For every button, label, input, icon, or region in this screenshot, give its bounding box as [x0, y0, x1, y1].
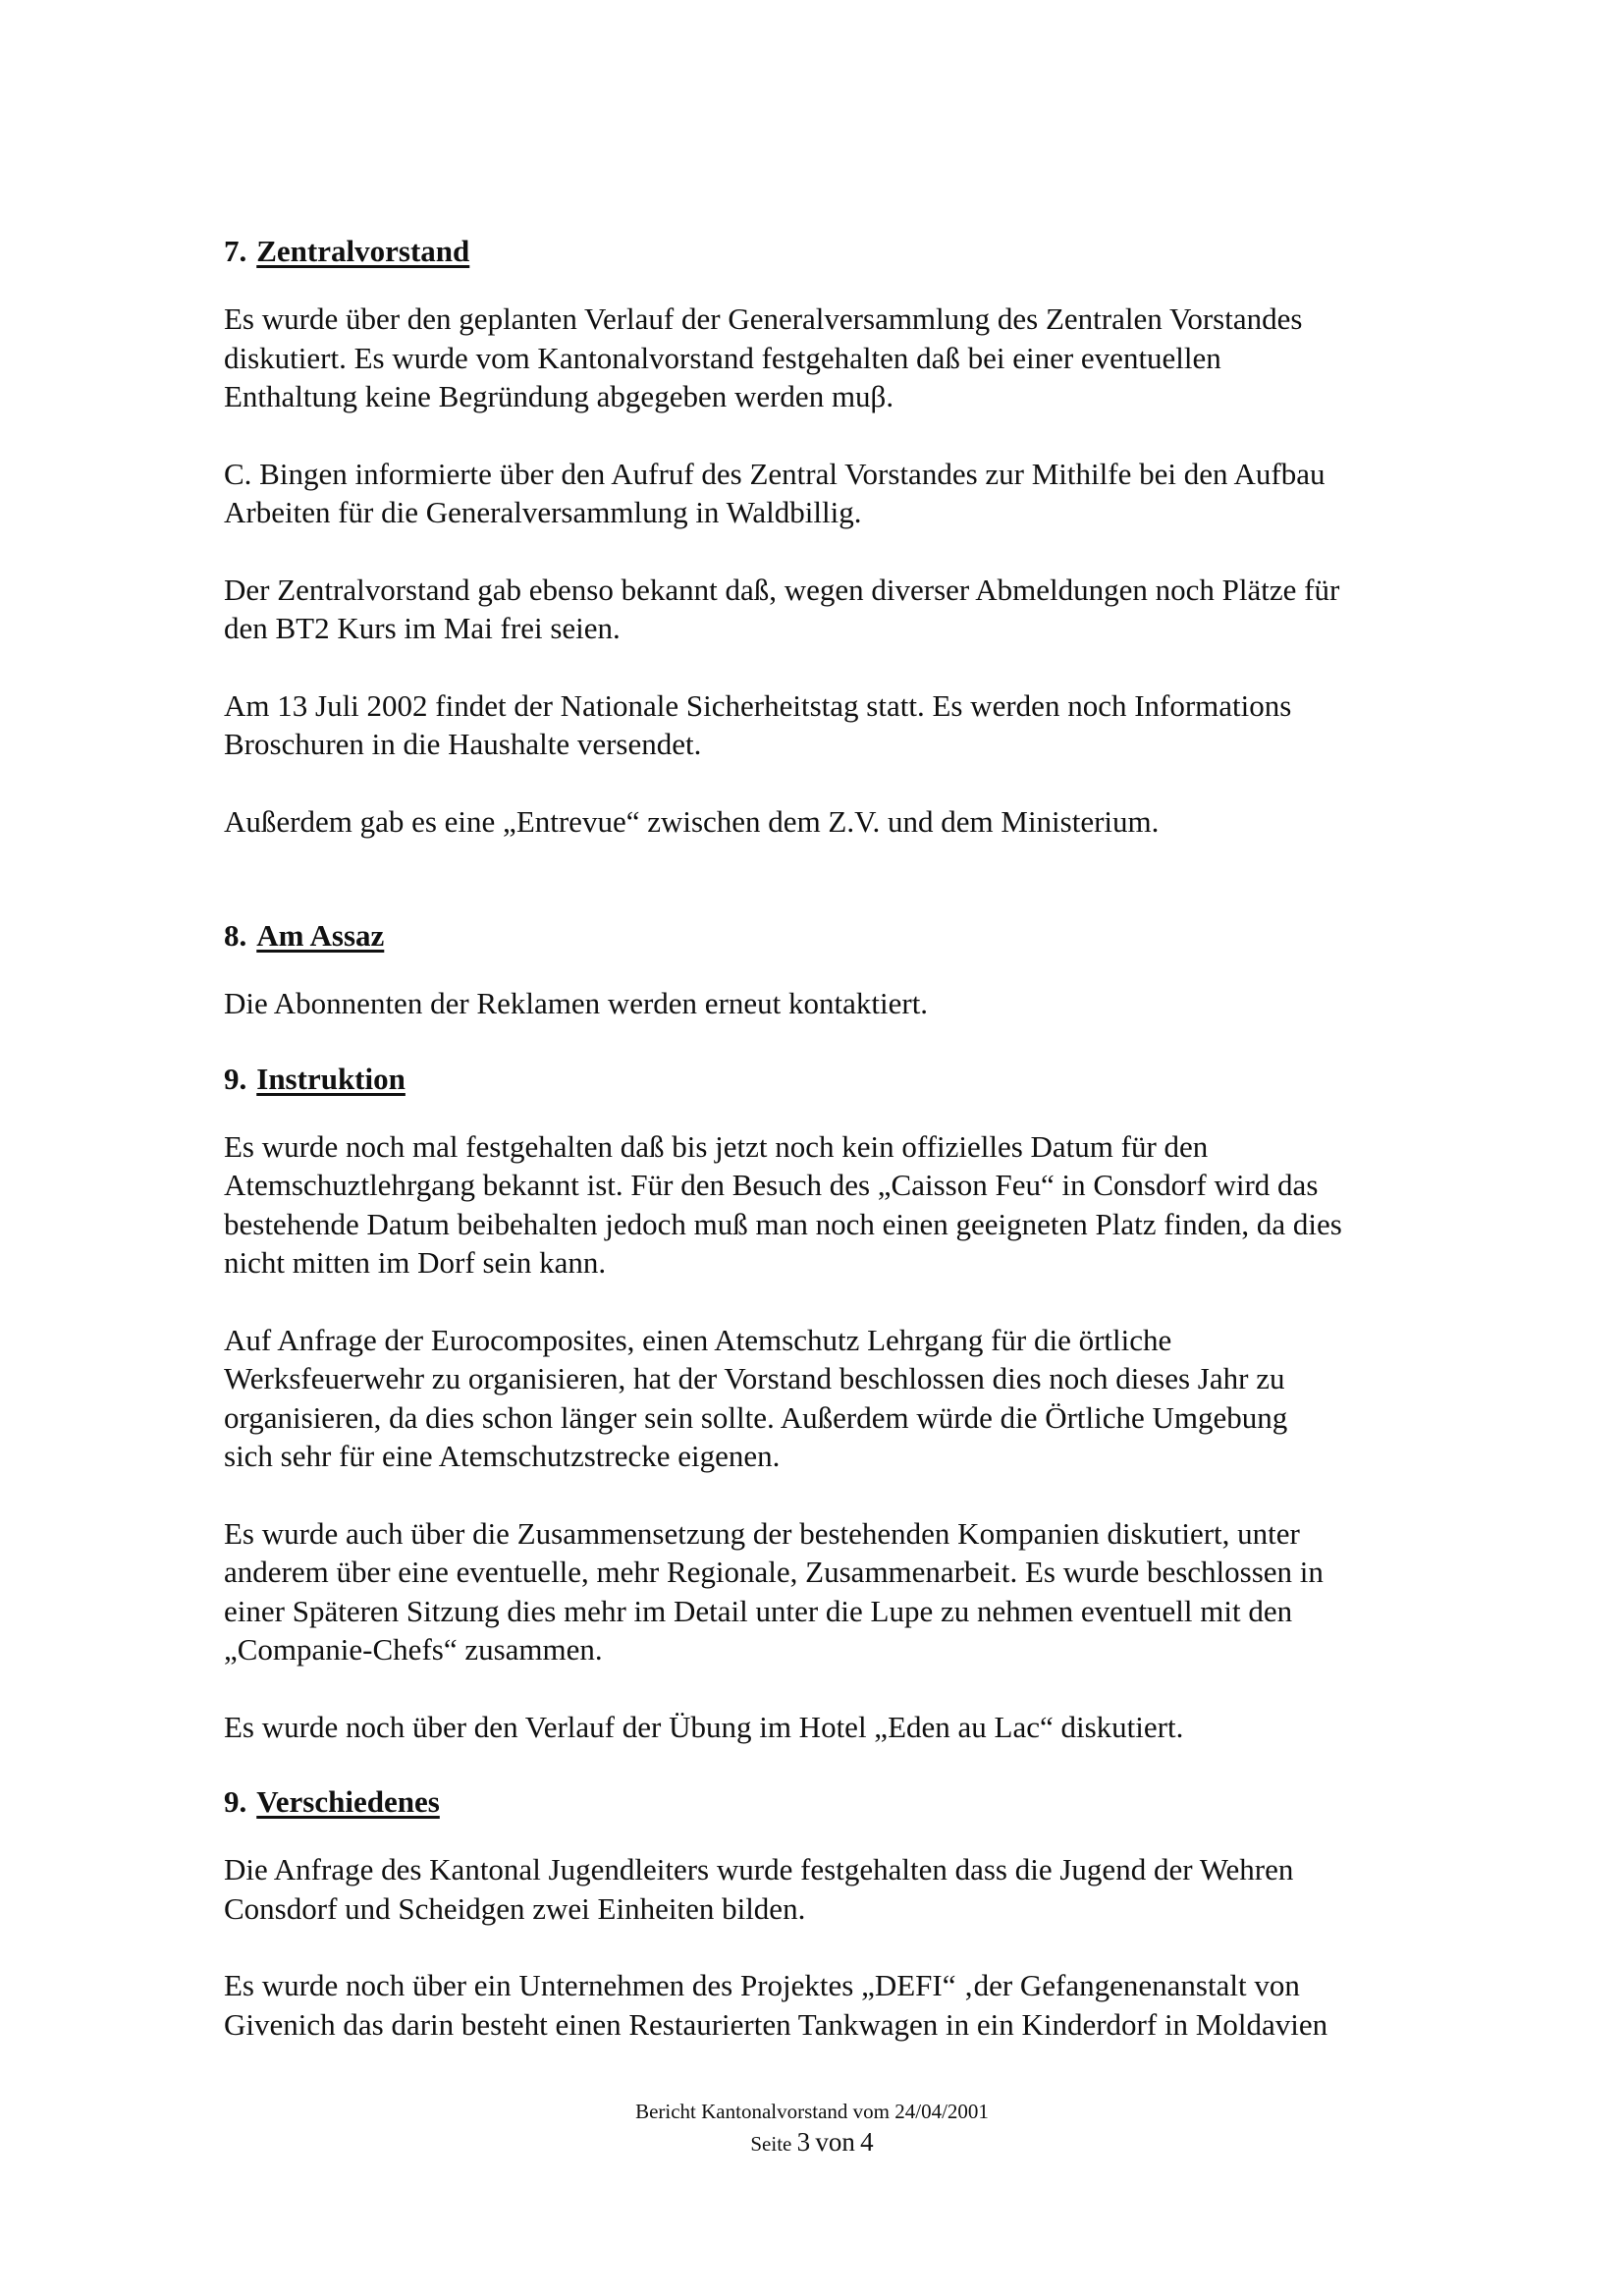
paragraph	[224, 1966, 1461, 2044]
text-line: Es wurde auch über die Zusammensetzung der bestehenden Kompanien diskutiert, unter	[224, 1515, 1300, 1551]
section-heading	[224, 1060, 1461, 1099]
text-line: Givenich das darin besteht einen Restaurierten Tankwagen in ein Kinderdorf in Moldavien	[224, 2006, 1328, 2042]
text-line: Der Zentralvorstand gab ebenso bekannt daß, wegen diverser Abmeldungen noch Plätze für	[224, 572, 1340, 607]
paragraph	[224, 1514, 1461, 1669]
section-title: Am Assaz	[256, 918, 385, 953]
text-line: Die Anfrage des Kantonal Jugendleiters wurde festgehalten dass die Jugend der Wehren	[224, 1852, 1294, 1886]
paragraph	[224, 455, 1461, 532]
text-line: diskutiert. Es wurde vom Kantonalvorstand festgehalten daß bei einer eventuellen	[224, 340, 1221, 375]
text-line: C. Bingen informierte über den Aufruf des Zentral Vorstandes zur Mithilfe bei den Aufbau	[224, 456, 1326, 491]
section-heading	[224, 232, 1461, 271]
text-line: „Companie-Chefs“ zusammen.	[224, 1632, 603, 1667]
section-heading	[224, 1782, 1461, 1822]
section-number: 9.	[224, 1061, 247, 1096]
text-line: organisieren, da dies schon länger sein sollte. Außerdem würde die Örtliche Umgebung	[224, 1399, 1288, 1435]
text-line: nicht mitten im Dorf sein kann.	[224, 1245, 607, 1280]
text-line: den BT2 Kurs im Mai frei seien.	[224, 611, 621, 645]
footer-page-total: 4	[860, 2127, 874, 2157]
paragraph	[224, 1850, 1461, 1928]
text-line: Die Abonnenten der Reklamen werden erneut kontaktiert.	[224, 986, 929, 1020]
text-line: Broschuren in die Haushalte versendet.	[224, 727, 702, 761]
section-instruktion	[224, 1060, 1461, 1747]
text-line: bestehende Datum beibehalten jedoch muß man noch einen geeigneten Platz finden, da dies	[224, 1206, 1342, 1241]
footer-page-current: 3	[796, 2127, 811, 2157]
text-line: Atemschuztlehrgang bekannt ist. Für den Besuch des „Caisson Feu“ in Consdorf wird das	[224, 1168, 1319, 1202]
text-line: Es wurde noch mal festgehalten daß bis jetzt noch kein offizielles Datum für den	[224, 1128, 1209, 1164]
text-line: Arbeiten für die Generalversammlung in Waldbillig.	[224, 495, 862, 529]
text-line: anderem über eine eventuelle, mehr Regionale, Zusammenarbeit. Es wurde beschlossen in	[224, 1555, 1324, 1589]
text-line: Auf Anfrage der Eurocomposites, einen Atemschutz Lehrgang für die örtliche	[224, 1322, 1172, 1357]
paragraph	[224, 571, 1461, 648]
paragraph	[224, 1708, 1461, 1747]
text-line: Am 13 Juli 2002 findet der Nationale Sicherheitstag statt. Es werden noch Informations	[224, 687, 1292, 723]
paragraph	[224, 802, 1461, 842]
footer-page-prefix: Seite	[750, 2132, 792, 2156]
paragraph	[224, 1127, 1461, 1283]
section-heading	[224, 916, 1461, 956]
text-line: Enthaltung keine Begründung abgegeben werden muβ.	[224, 379, 894, 413]
section-title: Instruktion	[256, 1061, 406, 1096]
footer-page-number	[0, 2127, 1624, 2158]
section-number: 8.	[224, 918, 247, 953]
section-am-assaz	[224, 916, 1461, 1023]
section-zentralvorstand	[224, 232, 1461, 841]
text-line: sich sehr für eine Atemschutzstrecke eigenen.	[224, 1439, 781, 1473]
text-line: Es wurde noch über den Verlauf der Übung im Hotel „Eden au Lac“ diskutiert.	[224, 1709, 1184, 1744]
paragraph	[224, 984, 1461, 1023]
text-line: Außerdem gab es eine „Entrevue“ zwischen dem Z.V. und dem Ministerium.	[224, 803, 1160, 839]
paragraph	[224, 300, 1461, 416]
document-body	[224, 232, 1461, 2044]
text-line: Es wurde über den geplanten Verlauf der Generalversammlung des Zentralen Vorstandes	[224, 301, 1303, 336]
paragraph	[224, 686, 1461, 764]
section-number: 9.	[224, 1784, 247, 1819]
section-title: Verschiedenes	[256, 1784, 440, 1819]
text-line: Werksfeuerwehr zu organisieren, hat der Vorstand beschlossen dies noch dieses Jahr zu	[224, 1361, 1285, 1395]
text-line: Es wurde noch über ein Unternehmen des Projektes „DEFI“ ‚der Gefangenenanstalt von	[224, 1968, 1300, 2002]
text-line: einer Späteren Sitzung dies mehr im Detail unter die Lupe zu nehmen eventuell mit den	[224, 1593, 1293, 1628]
section-verschiedenes	[224, 1782, 1461, 2044]
footer-report-line: Bericht Kantonalvorstand vom 24/04/2001	[635, 2100, 989, 2123]
footer-page-of: von	[815, 2127, 855, 2157]
text-line: Consdorf und Scheidgen zwei Einheiten bilden.	[224, 1890, 806, 1926]
paragraph	[224, 1321, 1461, 1476]
section-number: 7.	[224, 234, 247, 268]
section-title: Zentralvorstand	[256, 234, 470, 268]
